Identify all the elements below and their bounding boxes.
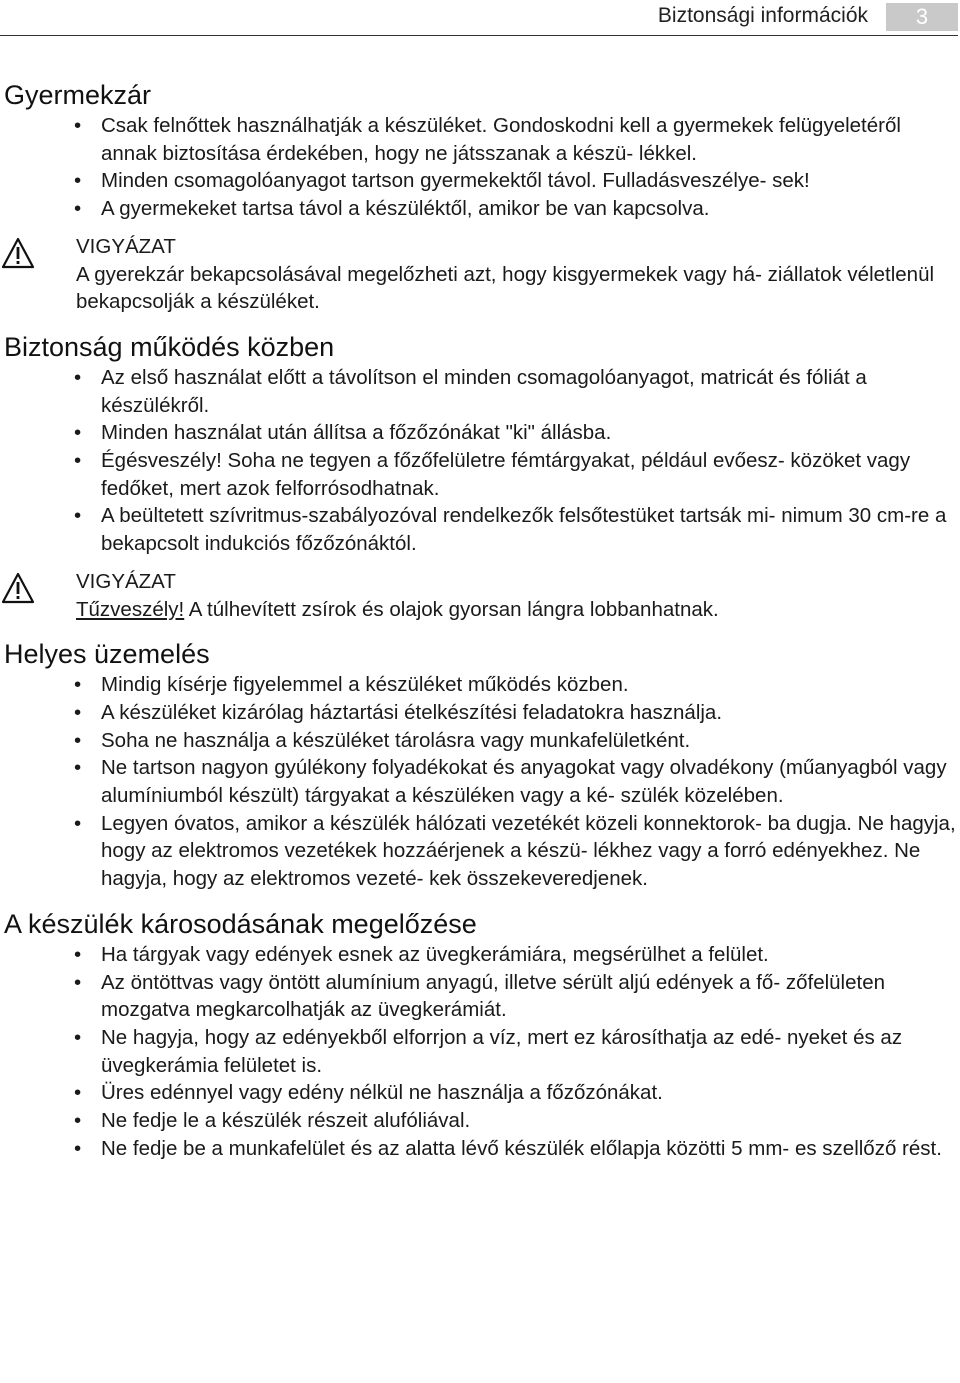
list-item [0,1079,960,1107]
list-item [0,1135,960,1163]
list-item-text: Ne fedje be a munkafelület és az alatta lévő készülék előlapja közötti 5 mm- es szellőző rést. [101,1136,942,1160]
list-item-text: Ne hagyja, hogy az edényekből elforrjon a víz, mert ez károsíthatja az edé- nyeket és az üvegkerámia felületet is. [101,1025,903,1077]
bullet-icon: • [74,942,82,966]
list-item-text: Soha ne használja a készüléket tárolásra vagy munkafelületként. [101,728,691,752]
section-damage-prevention [0,907,960,1163]
list-item-text: A készüléket kizárólag háztartási ételkészítési feladatokra használja. [101,700,723,724]
bullet-icon: • [74,756,82,780]
page-header [0,0,960,36]
section-heading: A készülék károsodásának megelőzése [4,908,477,939]
list-item [0,810,960,893]
bullet-icon: • [74,1025,82,1049]
document-body [0,78,960,1177]
bullet-icon: • [74,728,82,752]
bullet-icon: • [74,1109,82,1133]
list-item [0,502,960,557]
warning-body: A túlhevített zsírok és olajok gyorsan lángra lobbanhatnak. [184,597,719,621]
list-item [0,727,960,755]
list-item-text: Ha tárgyak vagy edények esnek az üvegkerámiára, megsérülhet a felület. [101,942,769,966]
bullet-icon: • [74,1136,82,1160]
bullet-icon: • [74,504,82,528]
page-number-badge: 3 [886,3,958,31]
list-item [0,699,960,727]
bullet-icon: • [74,114,82,137]
list-item-text: Mindig kísérje figyelemmel a készüléket működés közben. [101,673,629,697]
bullet-icon: • [74,811,82,835]
list-item [0,419,960,447]
bullet-list [0,364,960,558]
warning-text: A gyerekzár bekapcsolásával megelőzheti azt, hogy kisgyermekek vagy há- ziállatok véletlenül bekapcsolják a készüléket. [76,262,935,314]
list-item [0,195,960,223]
list-item-text: Minden csomagolóanyagot tartson gyermekektől távol. Fulladásveszélye- sek! [101,169,810,193]
warning-title: VIGYÁZAT [76,234,176,258]
bullet-icon: • [74,673,82,697]
section-operation-safety [0,330,960,623]
list-item [0,1107,960,1135]
list-item-text: Üres edénnyel vagy edény nélkül ne használja a főzőzónákat. [101,1081,663,1105]
list-item-text: Minden használat után állítsa a főzőzónákat "ki" állásba. [101,421,612,445]
list-item-text: Legyen óvatos, amikor a készülék hálózati vezetékét közeli konnektorok- ba dugja. Ne hagyja, hogy az elektromos vezetékek hozzáérjenek a készü- lékhez vagy a forró edényekhez. Ne hagyja, hogy az elektromos vezeté- kek összekeveredjenek. [101,811,956,891]
list-item [0,1024,960,1079]
bullet-icon: • [74,365,82,389]
bullet-icon: • [74,421,82,445]
list-item [0,167,960,195]
bullet-list [0,112,960,223]
list-item-text: A beültetett szívritmus-szabályozóval rendelkezők felsőtestüket tartsák mi- nimum 30 cm-re a bekapcsolt indukciós főzőzónáktól. [101,504,947,556]
list-item-text: Az öntöttvas vagy öntött alumínium anyagú, illetve sérült aljú edények a fő- zőfelületen mozgatva megkarcolhatják az üvegkerámiát. [101,970,886,1022]
section-child-lock [0,78,960,316]
bullet-icon: • [74,970,82,994]
warning-triangle-icon [1,572,35,604]
list-item [0,112,960,167]
bullet-icon: • [74,197,82,221]
bullet-icon: • [74,1081,82,1105]
list-item [0,671,960,699]
section-correct-use [0,637,960,893]
list-item-text: A gyermekeket tartsa távol a készüléktől, amikor be van kapcsolva. [101,197,710,221]
section-heading: Biztonság működés közben [4,331,335,362]
warning-block [0,233,960,316]
list-item [0,447,960,502]
warning-triangle-icon [1,237,35,269]
bullet-icon: • [74,449,82,473]
warning-block [0,568,960,623]
list-item [0,969,960,1024]
header-rule [0,35,958,36]
warning-lead: Tűzveszély! [76,597,185,621]
list-item-text: Csak felnőttek használhatják a készüléket. Gondoskodni kell a gyermekek felügyeletéről annak biztosítása érdekében, hogy ne játsszanak a készü- lékkel. [101,114,901,165]
warning-title: VIGYÁZAT [76,569,176,593]
bullet-list [0,671,960,893]
list-item-text: Ne fedje le a készülék részeit alufóliával. [101,1109,471,1133]
bullet-icon: • [74,700,82,724]
section-heading: Gyermekzár [4,80,152,110]
bullet-icon: • [74,169,82,193]
list-item [0,941,960,969]
bullet-list [0,941,960,1163]
list-item [0,754,960,809]
list-item-text: Ne tartson nagyon gyúlékony folyadékokat és anyagokat vagy olvadékony (műanyagból vagy alumíniumból készült) tárgyakat a készüléken vagy a ké- szülék közelében. [101,756,947,808]
header-title: Biztonsági információk [657,4,868,27]
warning-text [76,596,960,624]
list-item-text: Égésveszély! Soha ne tegyen a főzőfelületre fémtárgyakat, például evőesz- közöket vagy fedőket, mert azok felforrósodhatnak. [101,449,911,500]
section-heading: Helyes üzemelés [4,639,210,670]
list-item [0,364,960,419]
list-item-text: Az első használat előtt a távolítson el minden csomagolóanyagot, matricát és fóliát a készülékről. [101,365,867,417]
